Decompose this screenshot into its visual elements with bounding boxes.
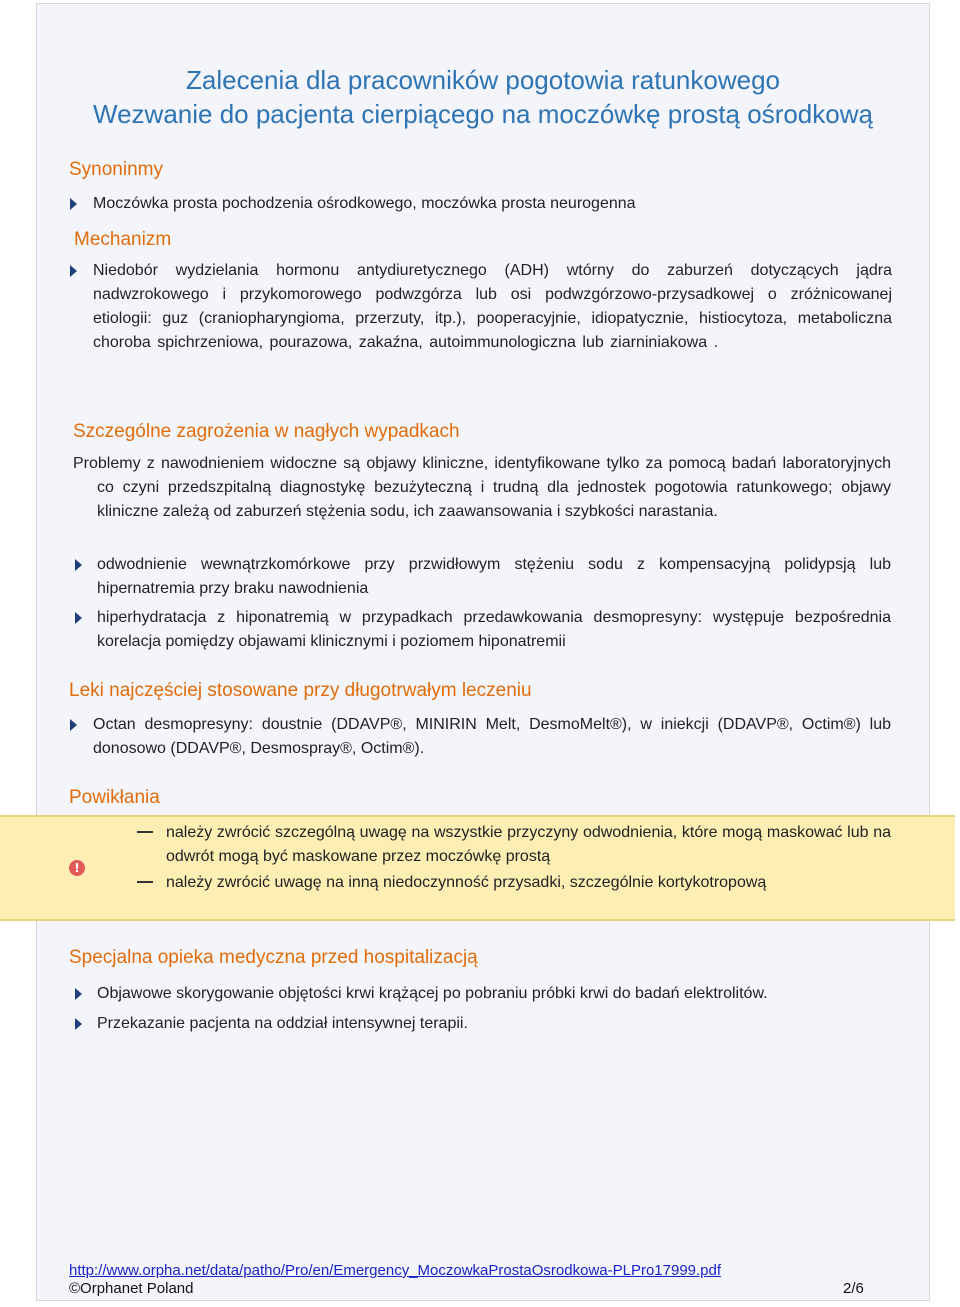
bullet-arrow-icon [70, 198, 77, 210]
mechanism-heading: Mechanizm [74, 229, 172, 250]
risks-heading: Szczególne zagrożenia w nagłych wypadkach [73, 421, 460, 442]
bullet-arrow-icon [75, 559, 82, 571]
drugs-item: Octan desmopresyny: doustnie (DDAVP®, MINIRIN Melt, DesmoMelt®), w iniekcji (DDAVP®, Octim®) lub donosowo (DDAVP®, Desmospray®, Octim®). [93, 716, 891, 757]
care-item-blood-volume: Objawowe skorygowanie objętości krwi krążącej po pobraniu próbki krwi do badań elektrolitów. [97, 985, 768, 1002]
bullet-arrow-icon [70, 265, 77, 277]
complications-item-dehydration: należy zwrócić szczególną uwagę na wszystkie przyczyny odwodnienia, które mogą maskować lub na odwrót mogą być maskowane przez moczówkę prostą [166, 824, 891, 865]
care-item-icu-transfer: Przekazanie pacjenta na oddział intensywnej terapii. [97, 1015, 468, 1032]
bullet-arrow-icon [75, 612, 82, 624]
care-heading: Specjalna opieka medyczna przed hospitalizacją [69, 947, 478, 968]
dash-bullet [137, 881, 153, 883]
bullet-arrow-icon [75, 988, 82, 1000]
complications-item-pituitary: należy zwrócić uwagę na inną niedoczynność przysadki, szczególnie kortykotropową [166, 874, 767, 891]
risks-item-dehydration: odwodnienie wewnątrzkomórkowe przy przwidłowym stężeniu sodu z kompensacyjną polidypsją lub hipernatremia przy braku nawodnienia [97, 556, 891, 597]
alert-icon: ! [69, 860, 85, 876]
drugs-heading: Leki najczęściej stosowane przy długotrwałym leczeniu [69, 680, 532, 701]
footer-url-link[interactable]: http://www.orpha.net/data/patho/Pro/en/Emergency_MoczowkaProstaOsrodkowa-PLPro17999.pdf [69, 1262, 722, 1279]
risks-intro-text: Problemy z nawodnieniem widoczne są objawy kliniczne, identyfikowane tylko za pomocą badań laboratoryjnych co czyni przedszpitalną diagnostykę bezużyteczną i trudną dla jednostek pogotowia ratunkowego; objawy kliniczne zależą od zaburzeń stężenia sodu, ich zaawansowania i szybkości narastania. [73, 455, 891, 520]
risks-item-hyperhydration: hiperhydratacja z hiponatremią w przypadkach przedawkowania desmopresyny: występuje bezpośrednia korelacja pomiędzy objawami klinicznymi i poziomem hiponatremii [97, 609, 891, 650]
synonyms-item: Moczówka prosta pochodzenia ośrodkowego, moczówka prosta neurogenna [93, 195, 636, 212]
bullet-arrow-icon [70, 719, 77, 731]
risks-intro [73, 452, 891, 524]
bullet-arrow-icon [75, 1018, 82, 1030]
mechanism-item: Niedobór wydzielania hormonu antydiuretycznego (ADH) wtórny do zaburzeń dotyczących jądra nadwzrokowego i przykomorowego podwzgórza lub osi podwzgórzowo-przysadkowej o zróżnicowanej etiologii: guz (craniopharyngioma, przerzuty, itp.), pooperacyjnie, idiopatycznie, histiocytoza, metaboliczna choroba spichrzeniowa, pourazowa, zakaźna, autoimmunologiczna lub ziarniniakowa . [93, 262, 892, 351]
footer-page-number: 2/6 [843, 1280, 864, 1297]
dash-bullet [137, 831, 153, 833]
document-title-line-2: Wezwanie do pacjenta cierpiącego na moczówkę prostą ośrodkową [93, 99, 873, 129]
synonyms-heading: Synoninmy [69, 159, 163, 180]
footer-organization: ©Orphanet Poland [69, 1280, 194, 1297]
complications-heading: Powikłania [69, 787, 160, 808]
document-title-line-1: Zalecenia dla pracowników pogotowia ratunkowego [185, 65, 781, 95]
